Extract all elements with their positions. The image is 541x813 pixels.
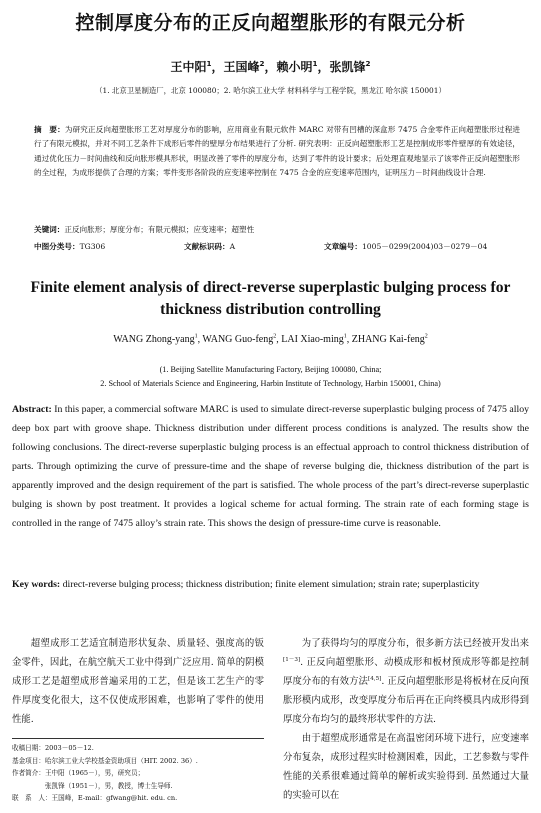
article-no-label: 文章编号： [324, 242, 362, 251]
chinese-title: 控制厚度分布的正反向超塑胀形的有限元分析 [75, 12, 466, 34]
chinese-abstract [34, 123, 520, 181]
footnote-fund: 基金项目：哈尔滨工业大学校基金资助项目（HIT. 2002. 36）. [12, 756, 198, 765]
footnote-bio-1: 作者简介：王中阳（1965－），男，研究员； [12, 769, 145, 777]
english-keywords-text: direct-reverse bulging process; thickness distribution; finite element simulation; strain rate; superplasticity [62, 579, 480, 590]
footnote-rule [12, 738, 264, 739]
clc-value: TG306 [79, 242, 106, 251]
body-right-paragraph-1: 为了获得均匀的厚度分布，很多新方法已经被开发出来[1－3]. 正反向超塑胀形、动模成形和板材预成形等都是控制厚度分布的有效方法[4,5]. 正反向超塑胀形是将板材在反向预胀形模内成形，改变厚度分布后再在正向终模具内成形得到厚度分布均匀的最终形状零件的方法. [283, 638, 529, 725]
english-abstract-text: In this paper, a commercial software MARC is used to simulate direct-reverse superplastic bulging process of 7475 alloy deep box part with groove shape. Thickness distribution under different process conditions is analyzed. The results show the following conclusions. The direct-reverse superplastic bulging process is an effectual approach to control thickness distribution of parts. Through optimizing the curve of pressure-time and the shape of reverse bulging die, thickness distribution of the part is apparently improved and the design requirement of the part is satisfied. The whole process of the part’s direct-reverse superplastic bulging is shown by post treatment. It provides a logical scheme for actual forming. The strain rate of each forming stage is controlled in the range of 7475 alloy’s strain rate. This shows the design of pressure-time curve is reasonable. [12, 404, 530, 529]
article-no-value: 1005－0299(2004)03－0279－04 [361, 242, 488, 251]
body-left-column: 超塑成形工艺适宜制造形状复杂、质量轻、强度高的钣金零件，因此，在航空航天工业中得到广泛应用. 简单的阴模成形工艺是超塑成形普遍采用的工艺，但是该工艺生产的零件厚度变化很大，这不仅使成形困难，也影响了零件的使用性能. [12, 638, 264, 725]
chinese-affiliation: （1. 北京卫星制造厂，北京 100080；2. 哈尔滨工业大学 材料科学与工程学院，黑龙江 哈尔滨 150001） [95, 86, 446, 95]
footnotes [12, 742, 264, 805]
chinese-keywords-text: 正反向胀形；厚度分布；有限元模拟；应变速率；超塑性 [64, 225, 255, 234]
english-affiliation-2: 2. School of Materials Science and Engineering, Harbin Institute of Technology, Harbin 150001, China) [100, 379, 441, 388]
body-right-paragraph-2: 由于超塑成形通常是在高温密闭环境下进行，应变速率分布复杂，成形过程实时检测困难，因此，工艺参数与零件性能的关系很难通过简单的解析或实验得到. 虽然通过大量的实验可以在 [283, 733, 529, 801]
english-affiliation-1: (1. Beijing Satellite Manufacturing Factory, Beijing 100080, China; [159, 365, 382, 374]
chinese-keywords-label: 关键词： [34, 225, 65, 234]
chinese-abstract-text: 为研究正反向超塑胀形工艺对厚度分布的影响，应用商业有限元软件 MARC 对带有凹槽的深盒形 7475 合金零件正向超塑胀形过程进行了有限元模拟，并对不同工艺条件下成形后零件的壁厚分布结果进行了分析. 研究表明：正反向超塑胀形工艺是控制成形零件壁厚的有效途径，通过优化压力－时间曲线和反向胀形模具形状，明显改善了零件的厚度分布，达到了零件的设计要求；后处理直观地显示了该零件正反向超塑胀形的全过程，为成形提供了合理的方案；零件变形各阶段的应变速率控制在 7475 合金的应变速率范围内，证明压力－时间曲线设计合理. [34, 125, 521, 178]
chinese-abstract-label: 摘 要： [34, 125, 65, 134]
english-title: Finite element analysis of direct-reverse superplastic bulging process for thickness distribution controlling [30, 279, 511, 318]
body-right-column [283, 634, 529, 805]
english-abstract [12, 400, 529, 533]
chinese-keywords [34, 224, 520, 236]
clc-label: 中图分类号： [34, 242, 80, 251]
chinese-authors: 王中阳$^1$，王国峰$^2$，赖小明$^1$，张凯锋$^2$ [170, 59, 371, 74]
doc-code-value: A [229, 242, 236, 251]
doc-code-label: 文献标识码： [184, 242, 230, 251]
footnote-contact: 联 系 人：王国峰，E-mail：gfwang@hit. edu. cn. [12, 794, 178, 802]
english-keywords-label: Key words: [12, 579, 61, 590]
classification-line [34, 241, 520, 253]
english-abstract-label: Abstract: [12, 404, 52, 415]
footnote-bio-2: 张凯锋（1951－），男，教授，博士生导师. [12, 781, 173, 790]
english-affiliation [0, 363, 541, 391]
english-keywords [12, 576, 529, 594]
english-authors: WANG Zhong-yang$^1$, WANG Guo-feng$^2$, LAI Xiao-ming$^1$, ZHANG Kai-feng$^2$ [113, 333, 428, 345]
footnote-received: 收稿日期：2003－05－12. [12, 744, 94, 752]
